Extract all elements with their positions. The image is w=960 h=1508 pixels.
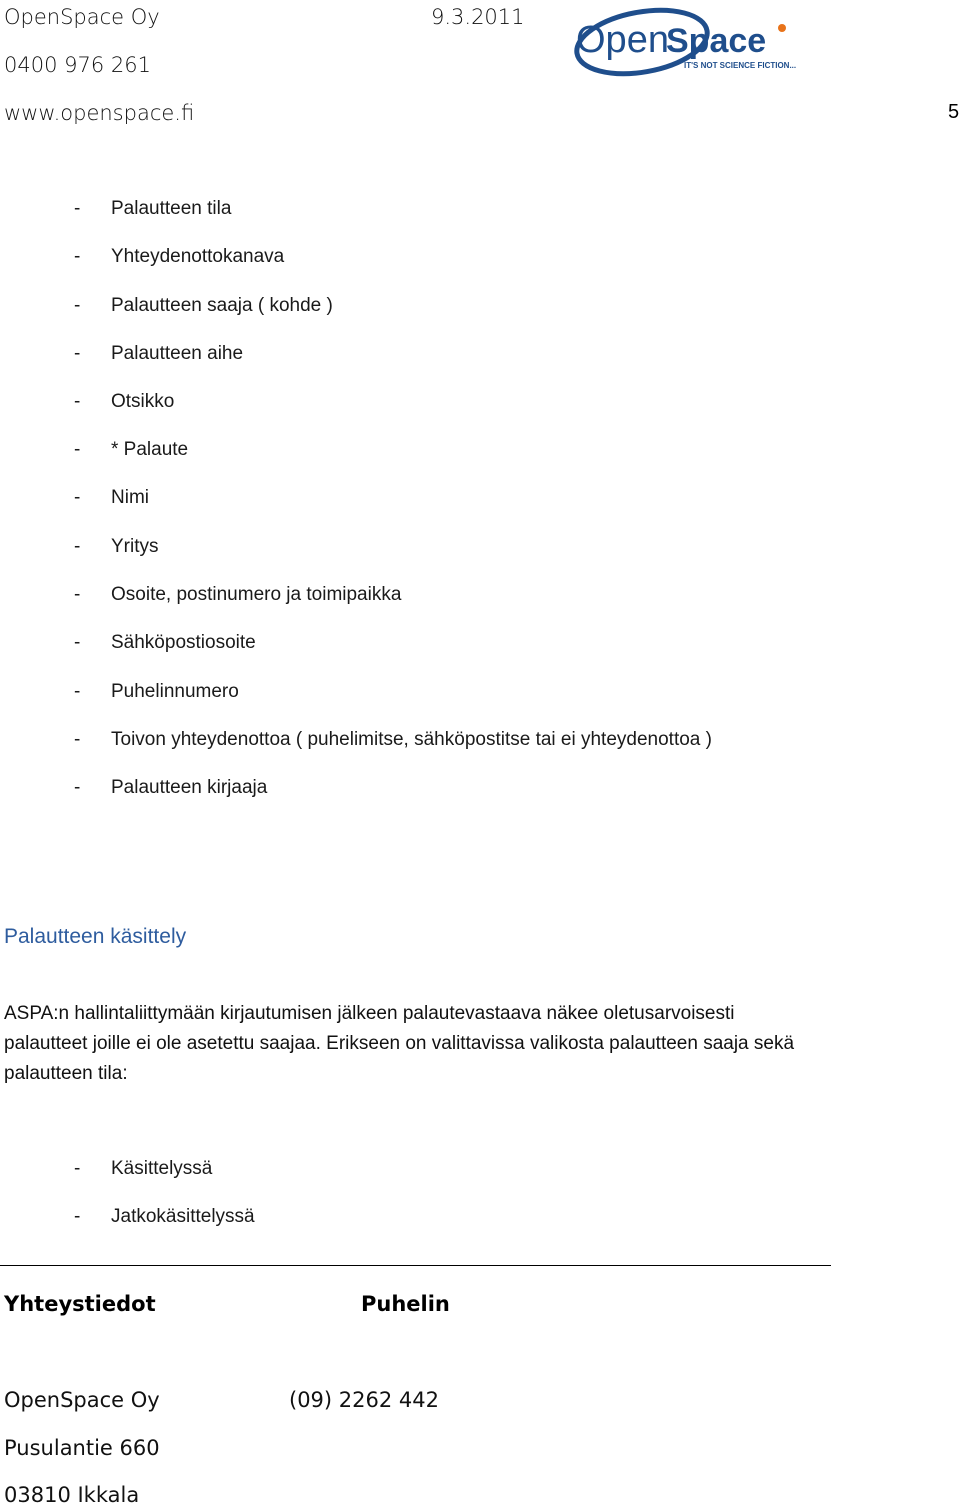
footer-phone: (09) 2262 442 [289,1388,439,1412]
list-item: - Sähköpostiosoite [74,632,256,653]
phone-heading: Puhelin [361,1292,450,1316]
list-item: - Otsikko [74,391,175,412]
list-item: - Nimi [74,487,149,508]
list-item: - Toivon yhteydenottoa ( puhelimitse, sähköpostitse tai ei yhteydenottoa ) [74,729,712,750]
list-item: - Palautteen saaja ( kohde ) [74,295,333,316]
footer-street: Pusulantie 660 [4,1436,160,1460]
list-item: - * Palaute [74,439,189,460]
list-item: - Palautteen kirjaaja [74,777,268,798]
section-paragraph: ASPA:n hallintaliittymään kirjautumisen jälkeen palautevastaava näkee oletusarvoisesti palautteet joille ei ole asetettu saajaa. Erikseen on valittavissa valikosta palautteen saaja sekä palautteen tila: [4,1003,795,1084]
list-item: - Käsittelyssä [74,1158,213,1179]
header-website[interactable]: www.openspace.fi [4,101,195,125]
page-number: 5 [948,101,960,123]
header-phone: 0400 976 261 [4,53,151,77]
list-item: - Yritys [74,536,159,557]
footer-postal: 03810 Ikkala [4,1483,140,1507]
logo-text-space: Space [666,22,767,60]
list-item: - Palautteen aihe [74,343,244,364]
footer-company: OpenSpace Oy [4,1388,160,1412]
openspace-logo [572,6,798,78]
header-date: 9.3.2011 [431,5,525,29]
list-item: - Yhteydenottokanava [74,246,285,267]
list-item: - Jatkokäsittelyssä [74,1206,255,1227]
list-item: - Puhelinnumero [74,681,239,702]
footer-divider [0,1265,831,1266]
logo-text-open: Open [576,19,669,61]
section-heading: Palautteen käsittely [4,925,187,948]
logo-tagline: IT'S NOT SCIENCE FICTION... [684,61,797,70]
list-item: - Palautteen tila [74,198,232,219]
logo-accent-dot [778,24,786,32]
header-company: OpenSpace Oy [4,5,160,29]
list-item: - Osoite, postinumero ja toimipaikka [74,584,402,605]
contact-heading: Yhteystiedot [4,1292,156,1316]
